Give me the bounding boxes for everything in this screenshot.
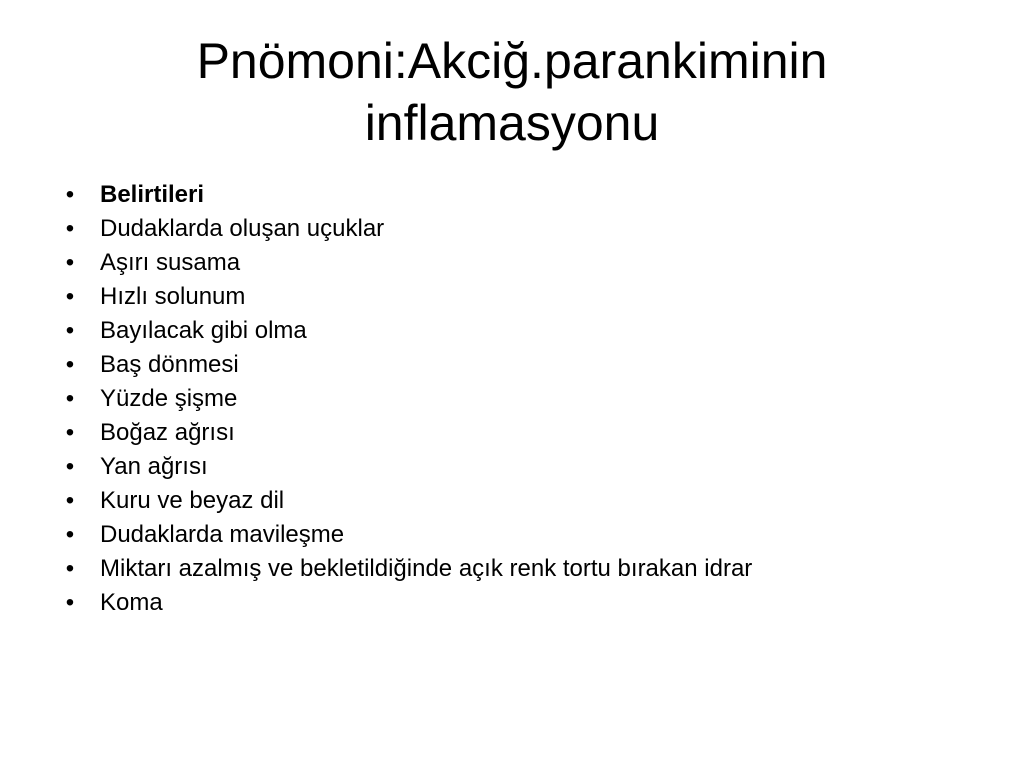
- list-item-text: Dudaklarda oluşan uçuklar: [100, 215, 385, 242]
- list-item: [60, 552, 980, 586]
- list-item-text: Yan ağrısı: [100, 453, 208, 480]
- list-item: [60, 450, 980, 484]
- bullet-icon: •: [65, 215, 75, 242]
- bullet-icon: •: [65, 249, 75, 276]
- list-item: [60, 382, 980, 416]
- list-item-text: Boğaz ağrısı: [100, 419, 235, 446]
- list-item-text: Yüzde şişme: [100, 385, 238, 412]
- list-item: [60, 586, 980, 620]
- bullet-icon: •: [65, 453, 75, 480]
- list-item: [60, 246, 980, 280]
- list-item-text: Baş dönmesi: [100, 351, 239, 378]
- bullet-icon: •: [65, 419, 75, 446]
- bullet-list: [60, 178, 980, 620]
- list-item: [60, 314, 980, 348]
- list-item: [60, 348, 980, 382]
- list-item-text: Bayılacak gibi olma: [100, 317, 307, 344]
- list-item-heading: Belirtileri: [100, 181, 205, 208]
- bullet-icon: •: [65, 555, 75, 582]
- bullet-icon: •: [65, 521, 75, 548]
- list-item: [60, 280, 980, 314]
- list-item-text: Koma: [100, 589, 163, 616]
- list-item-text: Miktarı azalmış ve bekletildiğinde açık renk tortu bırakan idrar: [100, 555, 753, 582]
- bullet-icon: •: [65, 487, 75, 514]
- list-item: [60, 178, 980, 212]
- list-item: [60, 518, 980, 552]
- list-item-text: Dudaklarda mavileşme: [100, 521, 345, 548]
- bullet-icon: •: [65, 589, 75, 616]
- list-item-text: Aşırı susama: [100, 249, 241, 276]
- list-item: [60, 484, 980, 518]
- list-item-text: Kuru ve beyaz dil: [100, 487, 285, 514]
- slide-title: Pnömoni:Akciğ.parankiminin inflamasyonu: [196, 33, 828, 151]
- list-item-text: Hızlı solunum: [100, 283, 246, 310]
- list-item: [60, 212, 980, 246]
- bullet-icon: •: [65, 317, 75, 344]
- bullet-icon: •: [65, 351, 75, 378]
- bullet-icon: •: [65, 181, 75, 208]
- list-item: [60, 416, 980, 450]
- bullet-icon: •: [65, 283, 75, 310]
- bullet-icon: •: [65, 385, 75, 412]
